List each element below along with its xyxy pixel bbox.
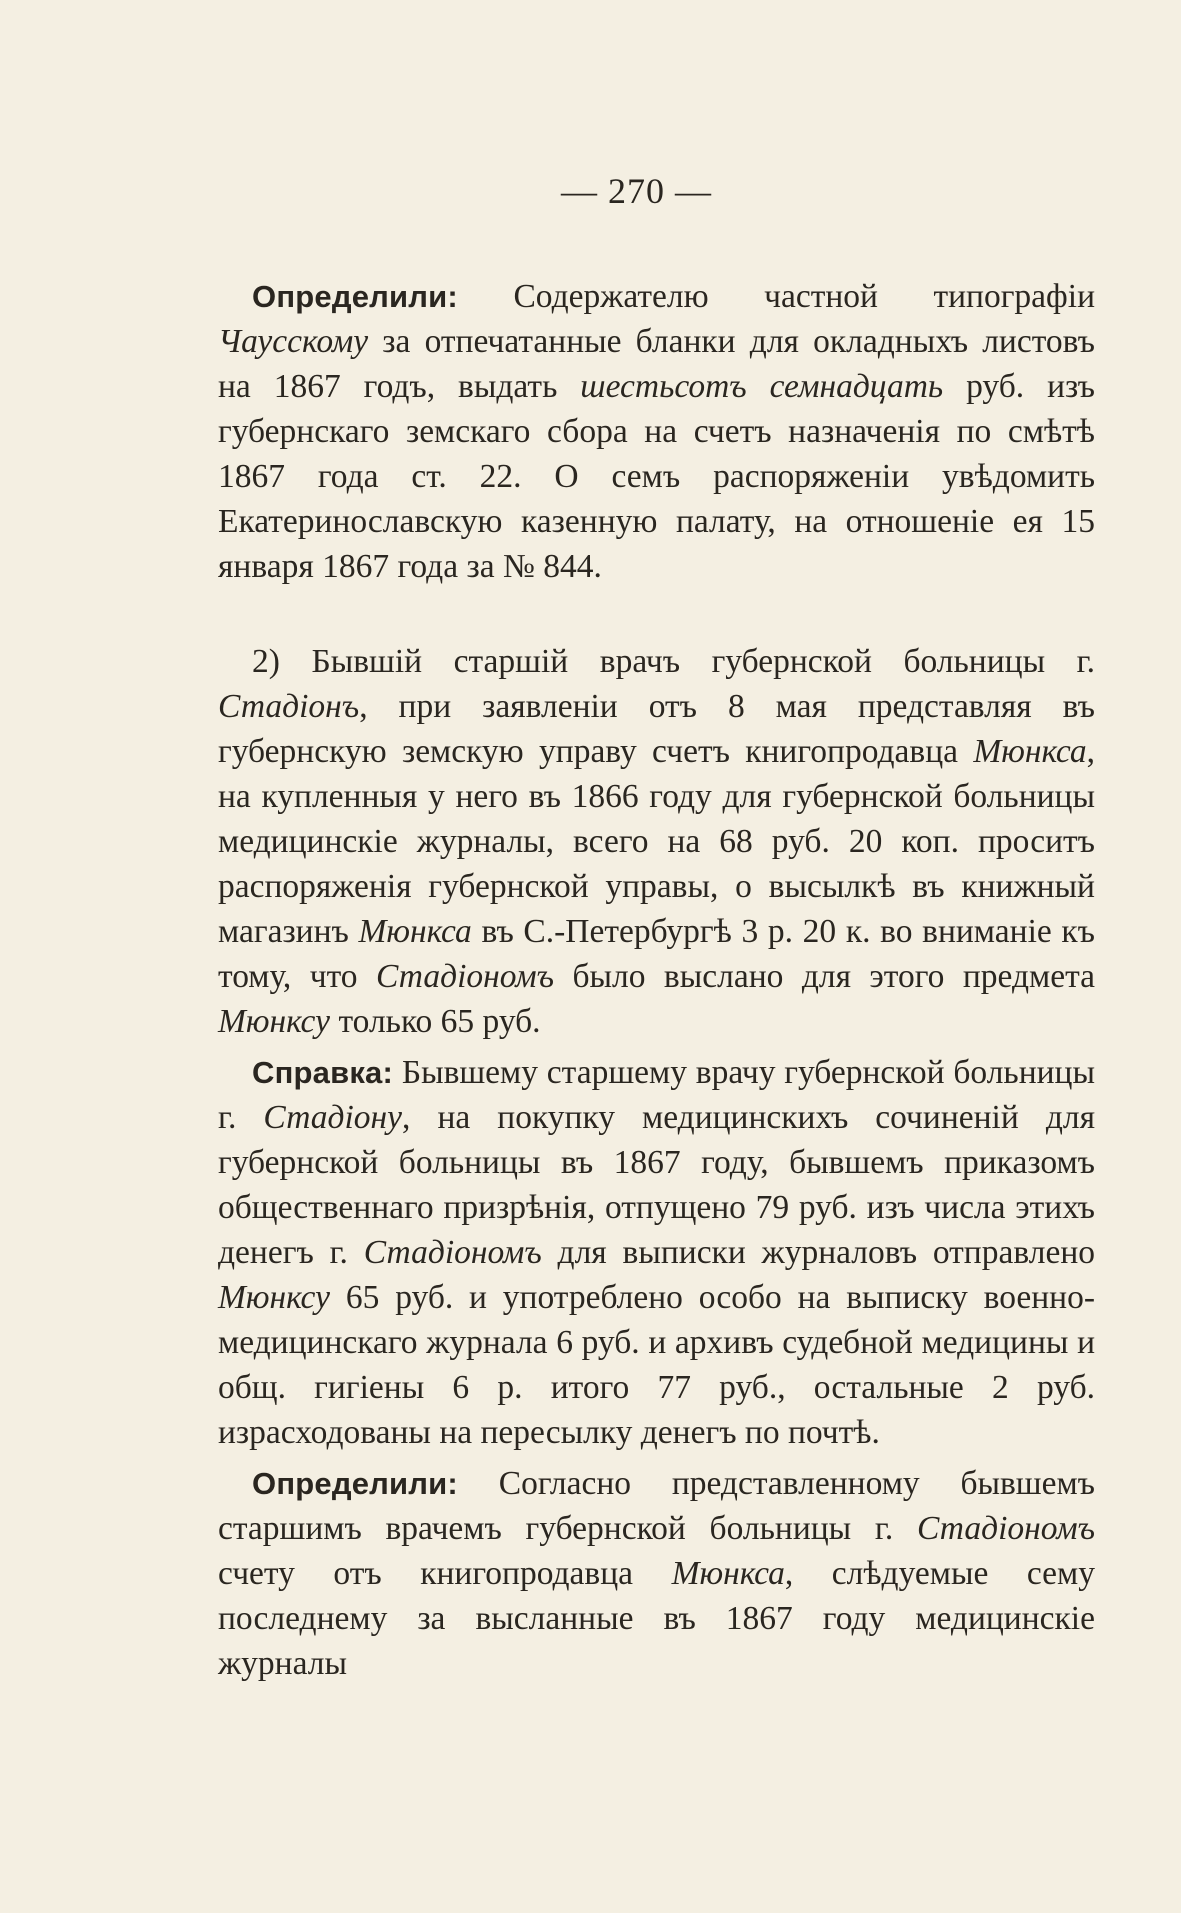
italic-name: Мюнксу — [218, 1003, 331, 1040]
text-run: , при заявленіи отъ 8 мая представляя въ губернскую земскую управу счетъ книгопродавца — [218, 688, 1095, 770]
italic-name: Стадіону — [263, 1099, 403, 1136]
paragraph-resolution-2 — [218, 1461, 1095, 1686]
text-run: , слѣдуемые сему последнему за высланные въ 1867 году медицинскіе журналы — [218, 1555, 1095, 1682]
paragraph-item-2 — [218, 639, 1095, 1044]
paragraph-reference — [218, 1050, 1095, 1455]
paragraph-lead-word: Определили: — [252, 1466, 458, 1501]
text-run: Бывшему старшему врачу губернской больницы г. — [218, 1054, 1095, 1136]
italic-name: Стадіономъ — [375, 958, 555, 995]
text-run: 2) Бывшій старшій врачъ губернской больницы г. — [252, 643, 1095, 680]
italic-name: Мюнкса — [358, 913, 472, 950]
text-run: руб. изъ губернскаго земскаго сбора на счетъ назначенія по смѣтѣ 1867 года ст. 22. О семъ распоряженіи увѣдомить Екатеринославскую казенную палату, на отношеніе ея 15 января 1867 года за № 844. — [218, 368, 1095, 585]
paragraph-lead-word: Определили: — [252, 279, 458, 314]
text-run: , на купленныя у него въ 1866 году для губернской больницы медицинскіе журналы, всего на 68 руб. 20 коп. проситъ распоряженія губернской управы, о высылкѣ въ книжный магазинъ — [218, 733, 1095, 950]
text-run: за отпечатанные бланки для окладныхъ листовъ на 1867 годъ, выдать — [218, 323, 1095, 405]
italic-name: шестьсотъ семнадцать — [580, 368, 944, 405]
italic-name: Мюнксу — [218, 1279, 331, 1316]
text-run: , на покупку медицинскихъ сочиненій для губернской больницы въ 1867 году, бывшемъ приказомъ общественнаго призрѣнія, отпущено 79 руб. изъ числа этихъ денегъ г. — [218, 1099, 1095, 1271]
italic-name: Мюнкса — [973, 733, 1087, 770]
text-run: только 65 руб. — [330, 1003, 541, 1040]
paragraph-resolution-1 — [218, 274, 1095, 589]
text-run: для выписки журналовъ отправлено — [541, 1234, 1095, 1271]
text-run: Согласно представленному бывшемъ старшимъ врачемъ губернской больницы г. — [218, 1465, 1095, 1547]
paragraph-lead-word: Справка: — [252, 1055, 394, 1090]
text-run: 65 руб. и употреблено особо на выписку военно-медицинскаго журнала 6 руб. и архивъ судебной медицины и общ. гигіены 6 р. итого 77 руб., остальные 2 руб. израсходованы на пересылку денегъ по почтѣ. — [218, 1279, 1095, 1451]
text-run: было выслано для этого предмета — [554, 958, 1095, 995]
italic-name: Чаусскому — [218, 323, 369, 360]
text-run: счету отъ книгопродавца — [218, 1555, 672, 1592]
italic-name: Мюнкса — [671, 1555, 785, 1592]
italic-name: Стадіономъ — [363, 1234, 542, 1271]
text-run: въ С.-Петербургѣ 3 р. 20 к. во вниманіе къ тому, что — [218, 913, 1095, 995]
page-number: — 270 — — [561, 171, 712, 211]
italic-name: Стадіонъ — [218, 688, 360, 725]
italic-name: Стадіономъ — [916, 1510, 1095, 1547]
text-run: Содержателю частной типографіи — [457, 278, 1095, 315]
